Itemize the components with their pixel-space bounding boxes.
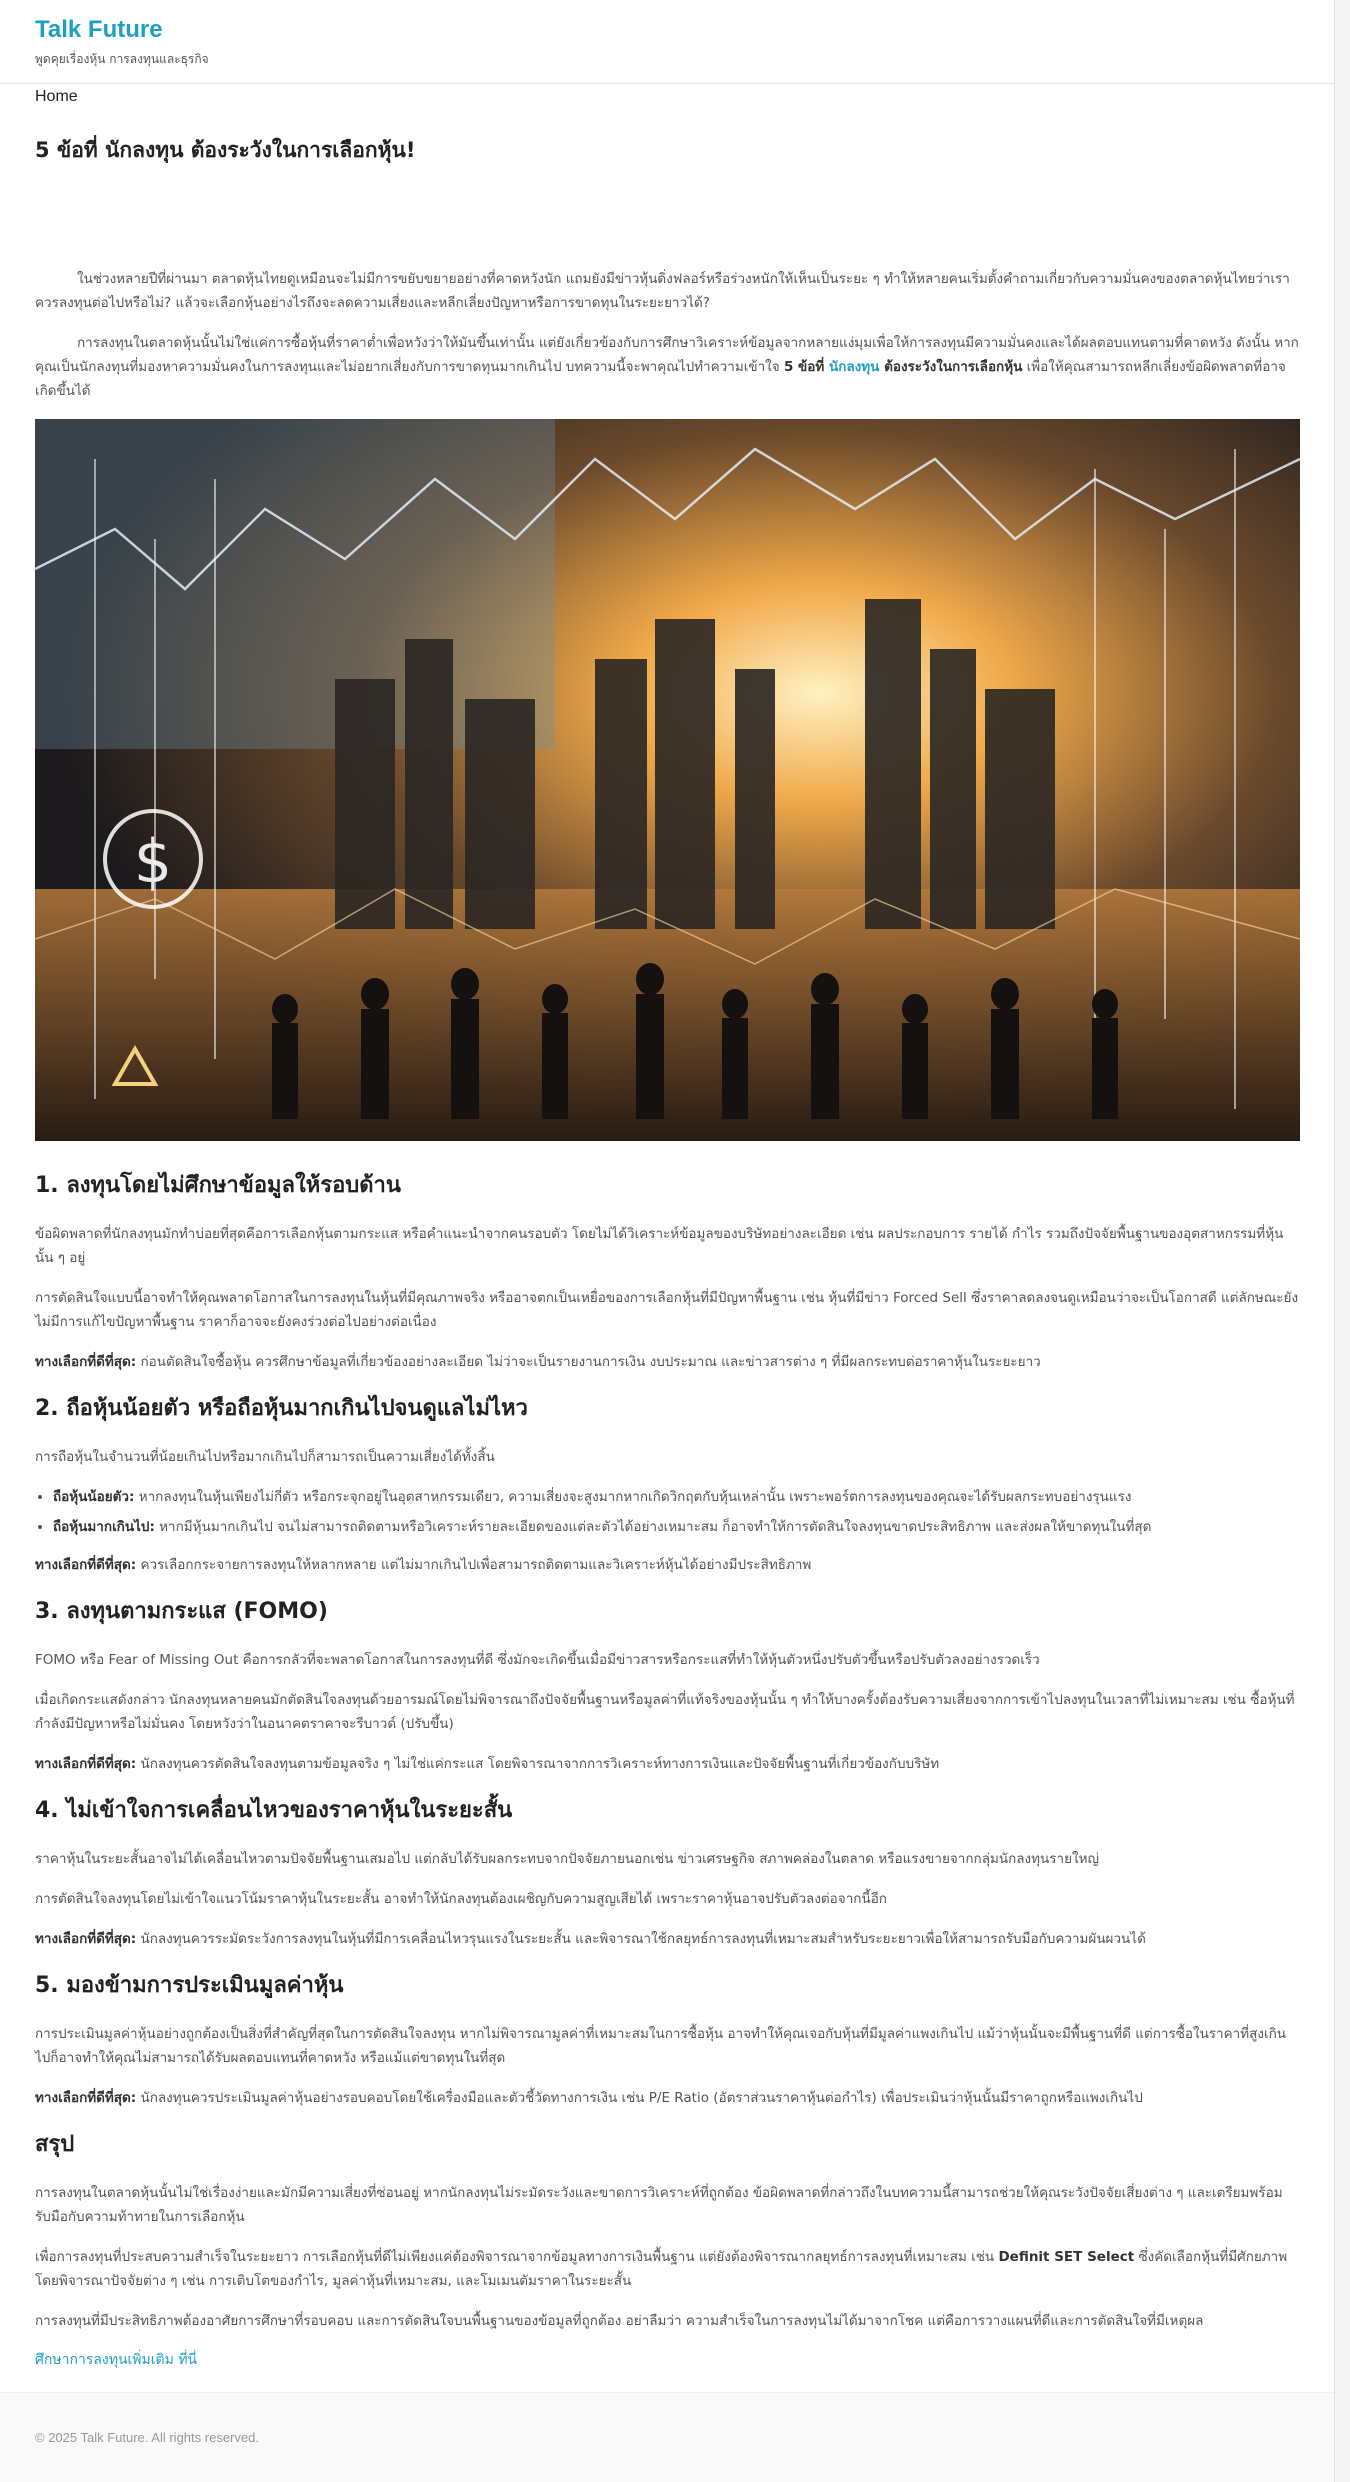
section-2-paragraph-1: การถือหุ้นในจำนวนที่น้อยเกินไปหรือมากเกินไปก็สามารถเป็นความเสี่ยงได้ทั้งสิ้น (35, 1449, 495, 1465)
list-item-label: ถือหุ้นมากเกินไป: (53, 1519, 155, 1535)
intro-strong-5-points: 5 ข้อที่ (783, 359, 829, 375)
site-title-link[interactable]: Talk Future (35, 16, 163, 43)
best-choice-label: ทางเลือกที่ดีที่สุด: (35, 1756, 137, 1772)
section-5-paragraph-1: การประเมินมูลค่าหุ้นอย่างถูกต้องเป็นสิ่งที่สำคัญที่สุดในการตัดสินใจลงทุน หากไม่พิจารณามูลค่าที่เหมาะสมในการซื้อหุ้น อาจทำให้คุณเจอกับหุ้นที่มีมูลค่าแพงเกินไป แม้ว่าหุ้นนั้นจะมีพื้นฐานที่ดี แต่การซื้อในราคาที่สูงเกินไปก็อาจทำให้คุณไม่สามารถได้รับผลตอบแทนที่คาดหวัง หรือแม้แต่ขาดทุนในที่สุด (35, 2026, 1286, 2066)
section-3-paragraph-1: FOMO หรือ Fear of Missing Out คือการกลัวที่จะพลาดโอกาสในการลงทุนที่ดี ซึ่งมักจะเกิดขึ้นเมื่อมีข่าวสารหรือกระแสที่ทำให้หุ้นตัวหนึ่งปรับตัวขึ้นหรือปรับตัวลงอย่างรวดเร็ว (35, 1652, 1040, 1668)
list-item-label: ถือหุ้นน้อยตัว: (53, 1489, 135, 1505)
site-footer (0, 2392, 1335, 2482)
intro-text-a: การลงทุนในตลาดหุ้นนั้นไม่ใช่แค่การซื้อหุ้นที่ราคาต่ำเพื่อหวังว่าให้มันขึ้นเท่านั้น แต่ยังเกี่ยวข้องกับการศึกษาวิเคราะห์ข้อมูลจากหลายแง่มุมเพื่อให้การลงทุนมีความมั่นคงและได้ผลตอบแทนตามที่คาดหวัง ดังนั้น หากคุณเป็นนักลงทุนที่มองหาความมั่นคงในการลงทุนและไม่อยากเสี่ยงกับการขาดทุนมากเกินไป บทความนี้จะพาคุณไปทำความเข้าใจ (35, 335, 1299, 375)
section-5-heading: 5. มองข้ามการประเมินมูลค่าหุ้น (35, 1973, 344, 1998)
hero-illustration (35, 419, 1300, 1141)
section-3-heading: 3. ลงทุนตามกระแส (FOMO) (35, 1599, 328, 1624)
site-tagline: พูดคุยเรื่องหุ้น การลงทุนและธุรกิจ (35, 52, 209, 66)
intro-paragraph-2 (35, 331, 1300, 403)
hero-image (35, 419, 1300, 1141)
list-item-text: หากลงทุนในหุ้นเพียงไม่กี่ตัว หรือกระจุกอยู่ในอุตสาหกรรมเดียว, ความเสี่ยงจะสูงมากหากเกิดวิกฤตกับหุ้นเหล่านั้น เพราะพอร์ตการลงทุนของคุณจะได้รับผลกระทบอย่างรุนแรง (134, 1489, 1132, 1505)
section-1-paragraph-1: ข้อผิดพลาดที่นักลงทุนมักทำบ่อยที่สุดคือการเลือกหุ้นตามกระแส หรือคำแนะนำจากคนรอบตัว โดยไม่ได้วิเคราะห์ข้อมูลของบริษัทอย่างละเอียด เช่น ผลประกอบการ รายได้ กำไร รวมถึงปัจจัยพื้นฐานของอุตสาหกรรมที่หุ้นนั้น ๆ อยู่ (35, 1226, 1284, 1266)
section-1-paragraph-2: การตัดสินใจแบบนี้อาจทำให้คุณพลาดโอกาสในการลงทุนในหุ้นที่มีคุณภาพจริง หรืออาจตกเป็นเหยื่อของการเลือกหุ้นที่มีปัญหาพื้นฐาน เช่น หุ้นที่มีข่าว Forced Sell ซึ่งราคาลดลงจนดูเหมือนว่าจะเป็นโอกาสดี แต่ลักษณะยังไม่มีการแก้ไขปัญหาพื้นฐาน ราคาก็อาจจะยังคงร่วงต่อไปอย่างต่อเนื่อง (35, 1290, 1299, 1330)
breadcrumb-home-link[interactable]: Home (35, 88, 78, 105)
best-choice-text: ก่อนตัดสินใจซื้อหุ้น ควรศึกษาข้อมูลที่เกี่ยวข้องอย่างละเอียด ไม่ว่าจะเป็นรายงานการเงิน งบประมาณ และข่าวสารต่าง ๆ ที่มีผลกระทบต่อราคาหุ้นในระยะยาว (136, 1354, 1041, 1370)
breadcrumb (0, 84, 1350, 114)
best-choice-label: ทางเลือกที่ดีที่สุด: (35, 2090, 137, 2106)
best-choice-text: ควรเลือกกระจายการลงทุนให้หลากหลาย แต่ไม่มากเกินไปเพื่อสามารถติดตามและวิเคราะห์หุ้นได้อย่างมีประสิทธิภาพ (136, 1557, 812, 1573)
ad-space (35, 167, 1300, 267)
best-choice-label: ทางเลือกที่ดีที่สุด: (35, 1557, 137, 1573)
section-4-best-choice (35, 1927, 1300, 1951)
section-4-paragraph-2: การตัดสินใจลงทุนโดยไม่เข้าใจแนวโน้มราคาหุ้นในระยะสั้น อาจทำให้นักลงทุนต้องเผชิญกับความสูญเสียได้ เพราะราคาหุ้นอาจปรับตัวลงต่อจากนี้อีก (35, 1891, 887, 1907)
list-item (53, 1515, 1300, 1539)
best-choice-label: ทางเลือกที่ดีที่สุด: (35, 1354, 137, 1370)
best-choice-text: นักลงทุนควรระมัดระวังการลงทุนในหุ้นที่มีการเคลื่อนไหวรุนแรงในระยะสั้น และพิจารณาใช้กลยุทธ์การลงทุนที่เหมาะสมสำหรับระยะยาวเพื่อให้สามารถรับมือกับความผันผวนได้ (136, 1931, 1146, 1947)
section-4-paragraph-1: ราคาหุ้นในระยะสั้นอาจไม่ได้เคลื่อนไหวตามปัจจัยพื้นฐานเสมอไป แต่กลับได้รับผลกระทบจากปัจจัยภายนอกเช่น ข่าวเศรษฐกิจ สภาพคล่องในตลาด หรือแรงขายจากกลุ่มนักลงทุนรายใหญ่ (35, 1851, 1100, 1867)
copyright-text: © 2025 Talk Future. All rights reserved. (35, 2430, 259, 2445)
article (0, 134, 1335, 2371)
page-title: 5 ข้อที่ นักลงทุน ต้องระวังในการเลือกหุ้น! (35, 138, 416, 162)
section-1-best-choice (35, 1350, 1300, 1374)
section-3-best-choice (35, 1752, 1300, 1776)
section-4-heading: 4. ไม่เข้าใจการเคลื่อนไหวของราคาหุ้นในระยะสั้น (35, 1798, 513, 1823)
summary-strategy-name: Definit SET Select (998, 2249, 1135, 2265)
summary-text-c: ซึ่งคัดเลือกหุ้นที่มีศักยภาพโดยพิจารณาปัจจัยต่าง ๆ เช่น การเติบโตของกำไร, มูลค่าหุ้นที่เหมาะสม, และโมเมนตัมราคาในระยะสั้น (35, 2249, 1288, 2289)
summary-heading: สรุป (35, 2132, 75, 2157)
intro-text-e: เพื่อให้คุณสามารถหลีกเลี่ยงข้อผิดพลาดที่อาจเกิดขึ้นได้ (35, 359, 1286, 399)
best-choice-label: ทางเลือกที่ดีที่สุด: (35, 1931, 137, 1947)
summary-paragraph-1: การลงทุนในตลาดหุ้นนั้นไม่ใช่เรื่องง่ายและมักมีความเสี่ยงที่ซ่อนอยู่ หากนักลงทุนไม่ระมัดระวังและขาดการวิเคราะห์ที่ถูกต้อง ข้อผิดพลาดที่กล่าวถึงในบทความนี้สามารถช่วยให้คุณระวังปัจจัยเสี่ยงต่าง ๆ และเตรียมพร้อมรับมือกับความท้าทายในการเลือกหุ้น (35, 2185, 1283, 2225)
summary-paragraph-3: การลงทุนที่มีประสิทธิภาพต้องอาศัยการศึกษาที่รอบคอบ และการตัดสินใจบนพื้นฐานของข้อมูลที่ถูกต้อง อย่าลืมว่า ความสำเร็จในการลงทุนไม่ได้มาจากโชค แต่คือการวางแผนที่ดีและการตัดสินใจที่มีเหตุผล (35, 2313, 1204, 2329)
section-3-paragraph-2: เมื่อเกิดกระแสดังกล่าว นักลงทุนหลายคนมักตัดสินใจลงทุนด้วยอารมณ์โดยไม่พิจารณาถึงปัจจัยพื้นฐานหรือมูลค่าที่แท้จริงของหุ้นนั้น ๆ ทำให้บางครั้งต้องรับความเสี่ยงจากการเข้าไปลงทุนในเวลาที่ไม่เหมาะสม เช่น ซื้อหุ้นที่กำลังมีปัญหาหรือไม่มั่นคง โดยหวังว่าในอนาคตราคาจะรีบาวด์ (ปรับขึ้น) (35, 1692, 1295, 1732)
section-2-heading: 2. ถือหุ้นน้อยตัว หรือถือหุ้นมากเกินไปจนดูแลไม่ไหว (35, 1396, 528, 1421)
summary-paragraph-2 (35, 2245, 1300, 2293)
site-header (0, 0, 1350, 84)
intro-paragraph-1: ในช่วงหลายปีที่ผ่านมา ตลาดหุ้นไทยดูเหมือนจะไม่มีการขยับขยายอย่างที่คาดหวังนัก แถมยังมีข่าวหุ้นดิ่งฟลอร์หรือร่วงหนักให้เห็นเป็นระยะ ๆ ทำให้หลายคนเริ่มตั้งคำถามเกี่ยวกับความมั่นคงของตลาดหุ้นไทยว่าเราควรลงทุนต่อไปหรือไม่? แล้วจะเลือกหุ้นอย่างไรถึงจะลดความเสี่ยงและหลีกเลี่ยงปัญหาหรือการขาดทุนในระยะยาวได้? (35, 271, 1290, 311)
page-scrollbar[interactable] (1334, 0, 1350, 2482)
best-choice-text: นักลงทุนควรประเมินมูลค่าหุ้นอย่างรอบคอบโดยใช้เครื่องมือและตัวชี้วัดทางการเงิน เช่น P/E Ratio (อัตราส่วนราคาหุ้นต่อกำไร) เพื่อประเมินว่าหุ้นนั้นมีราคาถูกหรือแพงเกินไป (136, 2090, 1143, 2106)
learn-more-link[interactable]: ศึกษาการลงทุนเพิ่มเติม ที่นี่ (35, 2352, 198, 2368)
section-1-heading: 1. ลงทุนโดยไม่ศึกษาข้อมูลให้รอบด้าน (35, 1173, 401, 1198)
intro-strong-caution: ต้องระวังในการเลือกหุ้น (879, 359, 1023, 375)
investor-link[interactable]: นักลงทุน (828, 359, 880, 375)
section-2-best-choice (35, 1553, 1300, 1577)
best-choice-text: นักลงทุนควรตัดสินใจลงทุนตามข้อมูลจริง ๆ ไม่ใช่แค่กระแส โดยพิจารณาจากการวิเคราะห์ทางการเงินและปัจจัยพื้นฐานที่เกี่ยวข้องกับบริษัท (136, 1756, 940, 1772)
list-item (53, 1485, 1300, 1509)
section-5-best-choice (35, 2086, 1300, 2110)
section-2-list (35, 1485, 1300, 1539)
list-item-text: หากมีหุ้นมากเกินไป จนไม่สามารถติดตามหรือวิเคราะห์รายละเอียดของแต่ละตัวได้อย่างเหมาะสม ก็อาจทำให้การตัดสินใจลงทุนขาดประสิทธิภาพ และส่งผลให้ขาดทุนในที่สุด (154, 1519, 1152, 1535)
summary-text-a: เพื่อการลงทุนที่ประสบความสำเร็จในระยะยาว การเลือกหุ้นที่ดีไม่เพียงแค่ต้องพิจารณาจากข้อมูลทางการเงินพื้นฐาน แต่ยังต้องพิจารณากลยุทธ์การลงทุนที่เหมาะสม เช่น (35, 2249, 999, 2265)
svg-text:$: $ (133, 827, 173, 897)
